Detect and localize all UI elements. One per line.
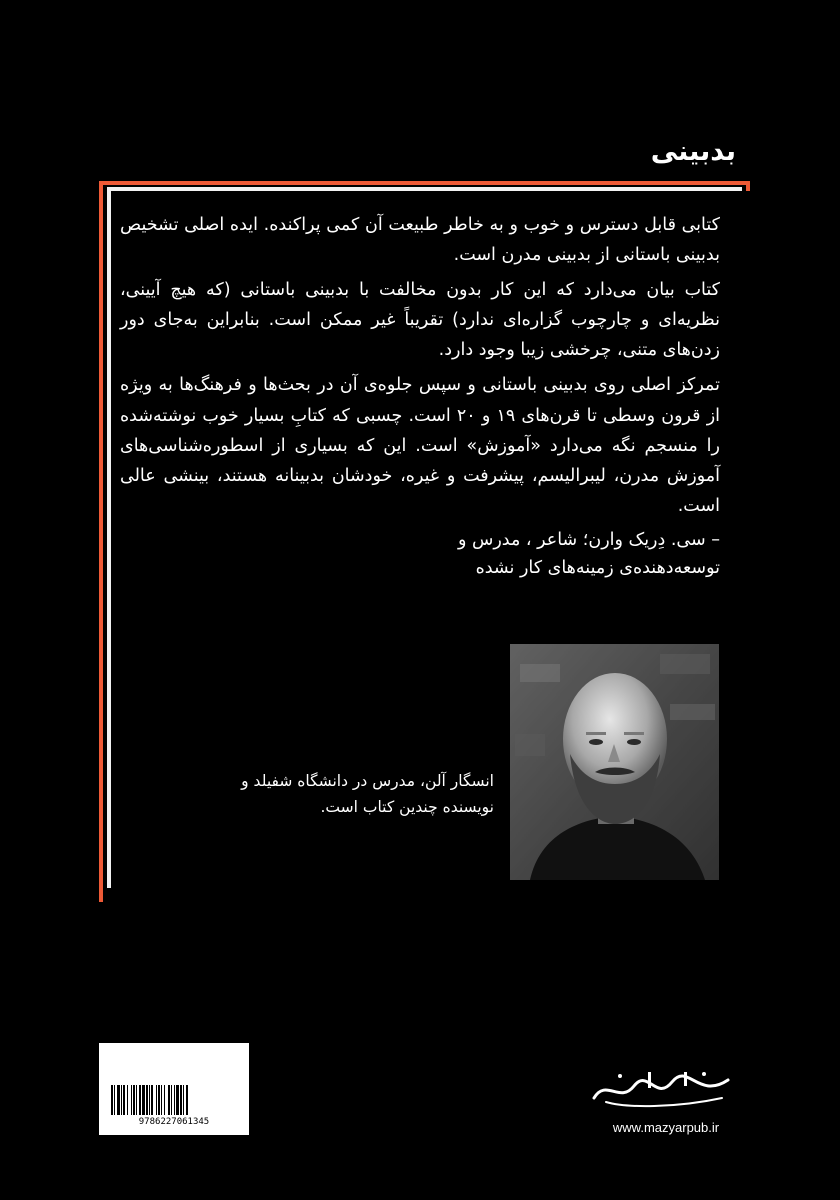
author-photo: [510, 644, 719, 880]
author-bio-line: انسگار آلن، مدرس در دانشگاه شفیلد و: [241, 772, 494, 790]
isbn-barcode: [99, 1043, 249, 1135]
publisher-url: www.mazyarpub.ir: [612, 1120, 720, 1135]
barcode-bars: [111, 1085, 237, 1115]
frame-left-orange: [99, 181, 103, 902]
book-title: بدبینی: [650, 136, 736, 167]
frame-left-white: [107, 187, 111, 888]
quote-attribution-line: – سی. دِریک وارن؛ شاعر ، مدرس و: [457, 529, 720, 550]
quote-attribution-line: توسعه‌دهنده‌ی زمینه‌های کار نشده: [475, 557, 720, 578]
isbn-number: 9786227061345: [138, 1117, 210, 1127]
blurb-paragraph: کتاب بیان می‌دارد که این کار بدون مخالفت با بدبینی باستانی (که هیچ آیینی، نظریه‌ای و چارچوب گزاره‌ای ندارد) تقریباً غیر ممکن است. بنابراین به‌جای دور زدن‌های متنی، چرخشی زیبا وجود دارد.: [120, 280, 720, 361]
author-bio-line: نویسنده چندین کتاب است.: [320, 798, 494, 817]
blurb-paragraph: تمرکز اصلی روی بدبینی باستانی و سپس جلوه‌ی آن در بحث‌ها و فرهنگ‌ها به ویژه از قرون وسطی تا قرن‌های ۱۹ و ۲۰ است. چسبی که کتابِ بسیار خوب نوشته‌شده را منسجم نگه می‌دارد «آموزش» است. این که بسیاری از اسطوره‌شناسی‌های آموزش مدرن، لیبرالیسم، پیشرفت و غیره، خودشان بدبینانه هستند، بینشی عالی است.: [120, 375, 721, 516]
publisher-logo: [586, 1068, 736, 1110]
back-cover-blurb: [120, 210, 720, 582]
author-bio: [214, 768, 494, 821]
frame-right-orange: [746, 181, 750, 191]
blurb-paragraph: کتابی قابل دسترس و خوب و به خاطر طبیعت آن کمی پراکنده. ایده اصلی تشخیص بدبینی باستانی از بدبینی مدرن است.: [120, 215, 720, 266]
frame-top-white: [107, 187, 742, 191]
frame-top-orange: [99, 181, 750, 185]
